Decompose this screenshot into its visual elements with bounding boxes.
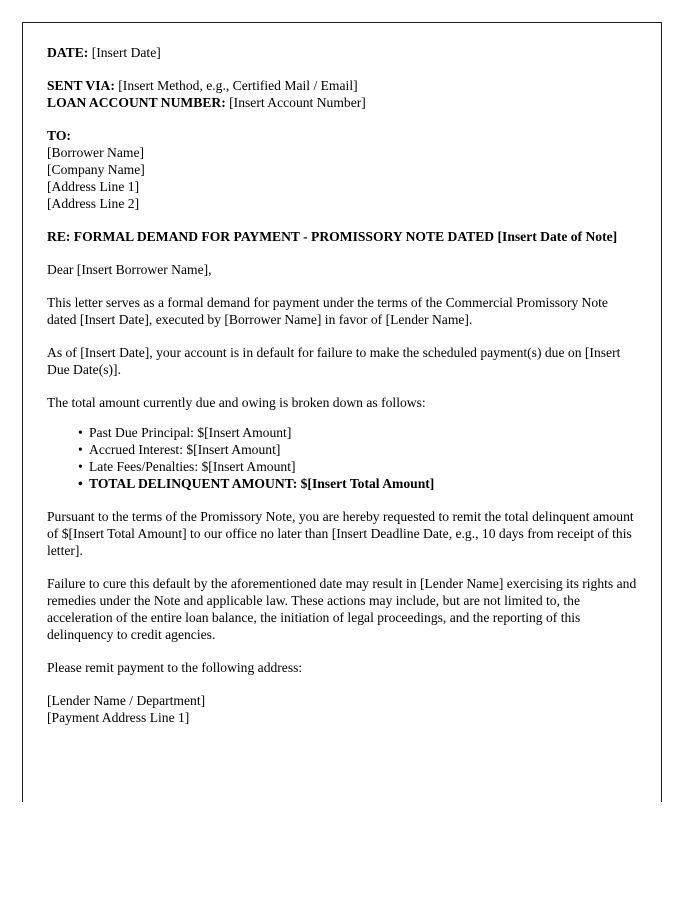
delivery-and-account-block (47, 77, 637, 111)
consequences-paragraph-block (47, 575, 637, 643)
date-value: [Insert Date] (91, 45, 161, 60)
demand-paragraph-block (47, 508, 637, 559)
intro-paragraph-block (47, 294, 637, 328)
breakdown-intro-paragraph: The total amount currently due and owing is broken down as follows: (47, 395, 426, 410)
date-label: DATE: (47, 45, 89, 60)
loan-account-value: [Insert Account Number] (229, 95, 366, 110)
consequences-paragraph: Failure to cure this default by the aforementioned date may result in [Lender Name] exercising its rights and remedies under the Note and applicable law. These actions may include, but are not limited to, the acceleration of the entire loan balance, the initiation of legal proceedings, and the reporting of this delinquency to credit agencies. (47, 576, 637, 642)
payment-address-line-1: [Payment Address Line 1] (47, 710, 190, 725)
payment-address-line-department: [Lender Name / Department] (47, 693, 206, 708)
salutation-block (47, 261, 637, 278)
recipient-line-borrower-name: [Borrower Name] (47, 145, 145, 160)
recipient-block (47, 127, 637, 212)
salutation: Dear [Insert Borrower Name], (47, 262, 212, 277)
default-notice-paragraph: As of [Insert Date], your account is in default for failure to make the scheduled payment(s) due on [Insert Due Date(s)]. (47, 345, 621, 377)
subject-line: RE: FORMAL DEMAND FOR PAYMENT - PROMISSORY NOTE DATED [Insert Date of Note] (47, 229, 618, 244)
default-notice-block (47, 344, 637, 378)
sent-via-label: SENT VIA: (47, 78, 115, 93)
document-body (47, 44, 637, 742)
list-item: • Late Fees/Penalties: $[Insert Amount] (47, 458, 637, 475)
amount-breakdown-list (47, 424, 637, 492)
loan-account-line (47, 94, 637, 111)
document-page (22, 22, 662, 802)
sent-via-value: [Insert Method, e.g., Certified Mail / Email] (118, 78, 358, 93)
sent-via-line (47, 77, 637, 94)
recipient-line-address-1: [Address Line 1] (47, 179, 140, 194)
breakdown-intro-block (47, 394, 637, 411)
recipient-line-company-name: [Company Name] (47, 162, 145, 177)
intro-paragraph: This letter serves as a formal demand for payment under the terms of the Commercial Promissory Note dated [Insert Date], executed by [Borrower Name] in favor of [Lender Name]. (47, 295, 608, 327)
date-line (47, 44, 637, 61)
list-item: • Accrued Interest: $[Insert Amount] (47, 441, 637, 458)
loan-account-label: LOAN ACCOUNT NUMBER: (47, 95, 226, 110)
subject-block (47, 228, 637, 245)
remit-intro-block (47, 659, 637, 676)
payment-address-block (47, 692, 637, 726)
list-item: • Past Due Principal: $[Insert Amount] (47, 424, 637, 441)
to-label: TO: (47, 128, 71, 143)
demand-paragraph: Pursuant to the terms of the Promissory Note, you are hereby requested to remit the total delinquent amount of $[Insert Total Amount] to our office no later than [Insert Deadline Date, e.g., 10 days from receipt of this letter]. (47, 509, 634, 558)
recipient-line-address-2: [Address Line 2] (47, 196, 140, 211)
remit-intro-paragraph: Please remit payment to the following address: (47, 660, 303, 675)
date-line-block (47, 44, 637, 61)
list-item-total: • TOTAL DELINQUENT AMOUNT: $[Insert Total Amount] (47, 475, 637, 492)
